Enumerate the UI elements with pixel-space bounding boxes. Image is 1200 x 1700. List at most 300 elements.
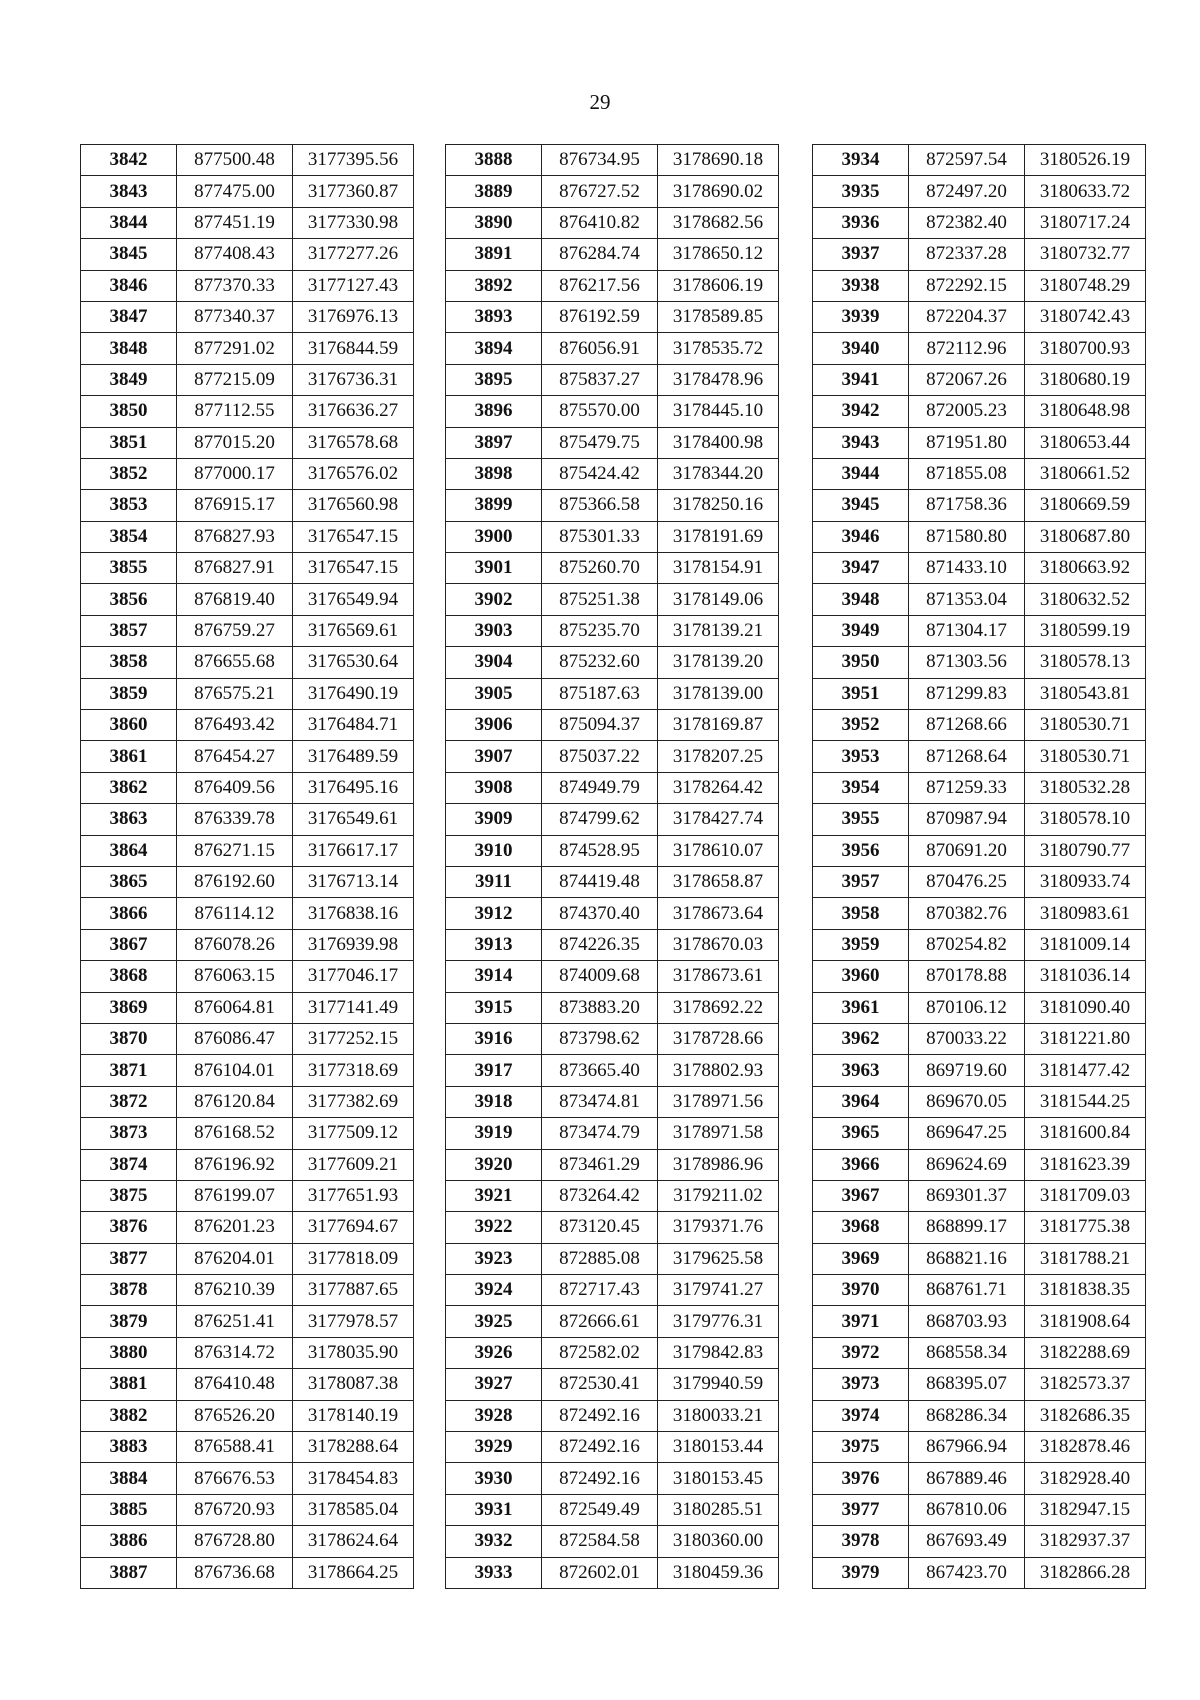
point-id-cell: 3956	[813, 835, 909, 866]
x-coordinate-cell: 873474.79	[542, 1118, 658, 1149]
x-coordinate-cell: 876819.40	[177, 584, 293, 615]
table-row	[813, 1432, 1146, 1463]
y-coordinate-cell: 3180578.13	[1025, 647, 1146, 678]
table-row	[813, 207, 1146, 238]
y-coordinate-cell: 3176976.13	[293, 301, 414, 332]
y-coordinate-cell: 3178589.85	[658, 301, 779, 332]
x-coordinate-cell: 877500.48	[177, 145, 293, 176]
table-row	[446, 678, 779, 709]
table-row	[81, 1243, 414, 1274]
point-id-cell: 3957	[813, 866, 909, 897]
point-id-cell: 3924	[446, 1275, 542, 1306]
y-coordinate-cell: 3178191.69	[658, 521, 779, 552]
x-coordinate-cell: 877291.02	[177, 333, 293, 364]
y-coordinate-cell: 3176484.71	[293, 710, 414, 741]
y-coordinate-cell: 3178664.25	[293, 1557, 414, 1588]
x-coordinate-cell: 876251.41	[177, 1306, 293, 1337]
y-coordinate-cell: 3178344.20	[658, 458, 779, 489]
x-coordinate-cell: 870254.82	[909, 929, 1025, 960]
y-coordinate-cell: 3178986.96	[658, 1149, 779, 1180]
x-coordinate-cell: 876727.52	[542, 176, 658, 207]
x-coordinate-cell: 871259.33	[909, 772, 1025, 803]
table-row	[81, 176, 414, 207]
point-id-cell: 3896	[446, 396, 542, 427]
y-coordinate-cell: 3182878.46	[1025, 1432, 1146, 1463]
x-coordinate-cell: 876409.56	[177, 772, 293, 803]
y-coordinate-cell: 3180748.29	[1025, 270, 1146, 301]
x-coordinate-cell: 872292.15	[909, 270, 1025, 301]
x-coordinate-cell: 870987.94	[909, 804, 1025, 835]
table-row	[81, 961, 414, 992]
y-coordinate-cell: 3176569.61	[293, 615, 414, 646]
y-coordinate-cell: 3180742.43	[1025, 301, 1146, 332]
y-coordinate-cell: 3180632.52	[1025, 584, 1146, 615]
table-row	[81, 1180, 414, 1211]
table-row	[81, 804, 414, 835]
x-coordinate-cell: 875094.37	[542, 710, 658, 741]
table-row	[813, 1023, 1146, 1054]
x-coordinate-cell: 875424.42	[542, 458, 658, 489]
x-coordinate-cell: 874419.48	[542, 866, 658, 897]
x-coordinate-cell: 875260.70	[542, 553, 658, 584]
x-coordinate-cell: 876063.15	[177, 961, 293, 992]
x-coordinate-cell: 876192.59	[542, 301, 658, 332]
y-coordinate-cell: 3182947.15	[1025, 1494, 1146, 1525]
table-row	[81, 1212, 414, 1243]
point-id-cell: 3972	[813, 1337, 909, 1368]
table-row	[81, 490, 414, 521]
table-row	[446, 427, 779, 458]
x-coordinate-cell: 871951.80	[909, 427, 1025, 458]
x-coordinate-cell: 876655.68	[177, 647, 293, 678]
point-id-cell: 3859	[81, 678, 177, 709]
x-coordinate-cell: 876064.81	[177, 992, 293, 1023]
coordinate-table-right	[812, 144, 1146, 1589]
point-id-cell: 3846	[81, 270, 177, 301]
point-id-cell: 3970	[813, 1275, 909, 1306]
table-row	[813, 521, 1146, 552]
y-coordinate-cell: 3178250.16	[658, 490, 779, 521]
table-row	[81, 772, 414, 803]
y-coordinate-cell: 3178139.21	[658, 615, 779, 646]
y-coordinate-cell: 3179371.76	[658, 1212, 779, 1243]
y-coordinate-cell: 3182288.69	[1025, 1337, 1146, 1368]
table-row	[813, 239, 1146, 270]
table-row	[813, 929, 1146, 960]
table-row	[813, 1463, 1146, 1494]
point-id-cell: 3898	[446, 458, 542, 489]
y-coordinate-cell: 3180153.44	[658, 1432, 779, 1463]
point-id-cell: 3973	[813, 1369, 909, 1400]
y-coordinate-cell: 3176560.98	[293, 490, 414, 521]
y-coordinate-cell: 3181600.84	[1025, 1118, 1146, 1149]
y-coordinate-cell: 3177330.98	[293, 207, 414, 238]
point-id-cell: 3944	[813, 458, 909, 489]
point-id-cell: 3919	[446, 1118, 542, 1149]
y-coordinate-cell: 3179211.02	[658, 1180, 779, 1211]
table-row	[446, 1306, 779, 1337]
x-coordinate-cell: 872067.26	[909, 364, 1025, 395]
y-coordinate-cell: 3178427.74	[658, 804, 779, 835]
x-coordinate-cell: 876204.01	[177, 1243, 293, 1274]
x-coordinate-cell: 872492.16	[542, 1463, 658, 1494]
table-row	[81, 1275, 414, 1306]
y-coordinate-cell: 3181908.64	[1025, 1306, 1146, 1337]
x-coordinate-cell: 874528.95	[542, 835, 658, 866]
y-coordinate-cell: 3178971.56	[658, 1086, 779, 1117]
point-id-cell: 3886	[81, 1526, 177, 1557]
x-coordinate-cell: 868286.34	[909, 1400, 1025, 1431]
x-coordinate-cell: 872602.01	[542, 1557, 658, 1588]
point-id-cell: 3852	[81, 458, 177, 489]
x-coordinate-cell: 872492.16	[542, 1400, 658, 1431]
y-coordinate-cell: 3176549.94	[293, 584, 414, 615]
y-coordinate-cell: 3178692.22	[658, 992, 779, 1023]
y-coordinate-cell: 3180360.00	[658, 1526, 779, 1557]
y-coordinate-cell: 3180153.45	[658, 1463, 779, 1494]
table-row	[813, 1337, 1146, 1368]
y-coordinate-cell: 3180648.98	[1025, 396, 1146, 427]
point-id-cell: 3959	[813, 929, 909, 960]
x-coordinate-cell: 876104.01	[177, 1055, 293, 1086]
x-coordinate-cell: 872584.58	[542, 1526, 658, 1557]
point-id-cell: 3947	[813, 553, 909, 584]
y-coordinate-cell: 3180983.61	[1025, 898, 1146, 929]
y-coordinate-cell: 3176547.15	[293, 521, 414, 552]
point-id-cell: 3862	[81, 772, 177, 803]
y-coordinate-cell: 3177978.57	[293, 1306, 414, 1337]
y-coordinate-cell: 3177382.69	[293, 1086, 414, 1117]
x-coordinate-cell: 871304.17	[909, 615, 1025, 646]
y-coordinate-cell: 3181709.03	[1025, 1180, 1146, 1211]
table-row	[813, 992, 1146, 1023]
y-coordinate-cell: 3178673.64	[658, 898, 779, 929]
x-coordinate-cell: 876676.53	[177, 1463, 293, 1494]
x-coordinate-cell: 867693.49	[909, 1526, 1025, 1557]
x-coordinate-cell: 868558.34	[909, 1337, 1025, 1368]
table-row	[81, 239, 414, 270]
table-row	[813, 1400, 1146, 1431]
x-coordinate-cell: 870691.20	[909, 835, 1025, 866]
y-coordinate-cell: 3181544.25	[1025, 1086, 1146, 1117]
point-id-cell: 3868	[81, 961, 177, 992]
table-row	[81, 615, 414, 646]
x-coordinate-cell: 867423.70	[909, 1557, 1025, 1588]
point-id-cell: 3842	[81, 145, 177, 176]
table-row	[813, 961, 1146, 992]
y-coordinate-cell: 3176576.02	[293, 458, 414, 489]
x-coordinate-cell: 872582.02	[542, 1337, 658, 1368]
table-row	[81, 1023, 414, 1054]
y-coordinate-cell: 3180285.51	[658, 1494, 779, 1525]
y-coordinate-cell: 3177127.43	[293, 270, 414, 301]
x-coordinate-cell: 876410.48	[177, 1369, 293, 1400]
x-coordinate-cell: 877112.55	[177, 396, 293, 427]
x-coordinate-cell: 876086.47	[177, 1023, 293, 1054]
point-id-cell: 3964	[813, 1086, 909, 1117]
point-id-cell: 3955	[813, 804, 909, 835]
table-row	[81, 1557, 414, 1588]
y-coordinate-cell: 3178535.72	[658, 333, 779, 364]
x-coordinate-cell: 876284.74	[542, 239, 658, 270]
table-row	[81, 866, 414, 897]
table-row	[446, 741, 779, 772]
table-row	[813, 898, 1146, 929]
point-id-cell: 3962	[813, 1023, 909, 1054]
y-coordinate-cell: 3177609.21	[293, 1149, 414, 1180]
x-coordinate-cell: 872666.61	[542, 1306, 658, 1337]
y-coordinate-cell: 3176530.64	[293, 647, 414, 678]
point-id-cell: 3935	[813, 176, 909, 207]
y-coordinate-cell: 3178149.06	[658, 584, 779, 615]
x-coordinate-cell: 876120.84	[177, 1086, 293, 1117]
point-id-cell: 3870	[81, 1023, 177, 1054]
x-coordinate-cell: 872597.54	[909, 145, 1025, 176]
y-coordinate-cell: 3176490.19	[293, 678, 414, 709]
table-row	[446, 1149, 779, 1180]
y-coordinate-cell: 3177651.93	[293, 1180, 414, 1211]
y-coordinate-cell: 3180530.71	[1025, 710, 1146, 741]
y-coordinate-cell: 3179940.59	[658, 1369, 779, 1400]
y-coordinate-cell: 3180933.74	[1025, 866, 1146, 897]
y-coordinate-cell: 3178728.66	[658, 1023, 779, 1054]
table-row	[446, 145, 779, 176]
point-id-cell: 3910	[446, 835, 542, 866]
x-coordinate-cell: 876759.27	[177, 615, 293, 646]
point-id-cell: 3915	[446, 992, 542, 1023]
table-row	[813, 1526, 1146, 1557]
table-row	[446, 584, 779, 615]
table-row	[813, 270, 1146, 301]
point-id-cell: 3976	[813, 1463, 909, 1494]
y-coordinate-cell: 3178971.58	[658, 1118, 779, 1149]
point-id-cell: 3863	[81, 804, 177, 835]
x-coordinate-cell: 876314.72	[177, 1337, 293, 1368]
point-id-cell: 3883	[81, 1432, 177, 1463]
table-row	[446, 1526, 779, 1557]
x-coordinate-cell: 871433.10	[909, 553, 1025, 584]
table-row	[813, 1118, 1146, 1149]
x-coordinate-cell: 869647.25	[909, 1118, 1025, 1149]
point-id-cell: 3858	[81, 647, 177, 678]
point-id-cell: 3884	[81, 1463, 177, 1494]
x-coordinate-cell: 876720.93	[177, 1494, 293, 1525]
x-coordinate-cell: 869719.60	[909, 1055, 1025, 1086]
x-coordinate-cell: 876526.20	[177, 1400, 293, 1431]
point-id-cell: 3967	[813, 1180, 909, 1211]
y-coordinate-cell: 3178670.03	[658, 929, 779, 960]
table-row	[446, 176, 779, 207]
y-coordinate-cell: 3179625.58	[658, 1243, 779, 1274]
table-row	[81, 396, 414, 427]
y-coordinate-cell: 3178690.18	[658, 145, 779, 176]
coordinate-table-left	[80, 144, 414, 1589]
x-coordinate-cell: 876201.23	[177, 1212, 293, 1243]
x-coordinate-cell: 873883.20	[542, 992, 658, 1023]
table-row	[446, 1243, 779, 1274]
x-coordinate-cell: 874370.40	[542, 898, 658, 929]
table-row	[813, 1086, 1146, 1117]
x-coordinate-cell: 869624.69	[909, 1149, 1025, 1180]
x-coordinate-cell: 870033.22	[909, 1023, 1025, 1054]
y-coordinate-cell: 3178035.90	[293, 1337, 414, 1368]
y-coordinate-cell: 3177141.49	[293, 992, 414, 1023]
x-coordinate-cell: 876734.95	[542, 145, 658, 176]
y-coordinate-cell: 3180663.92	[1025, 553, 1146, 584]
table-row	[81, 1118, 414, 1149]
x-coordinate-cell: 876199.07	[177, 1180, 293, 1211]
table-row	[446, 1212, 779, 1243]
y-coordinate-cell: 3179776.31	[658, 1306, 779, 1337]
point-id-cell: 3952	[813, 710, 909, 741]
x-coordinate-cell: 876192.60	[177, 866, 293, 897]
table-row	[446, 1557, 779, 1588]
x-coordinate-cell: 875037.22	[542, 741, 658, 772]
point-id-cell: 3922	[446, 1212, 542, 1243]
table-row	[813, 1243, 1146, 1274]
x-coordinate-cell: 874226.35	[542, 929, 658, 960]
y-coordinate-cell: 3177360.87	[293, 176, 414, 207]
x-coordinate-cell: 871303.56	[909, 647, 1025, 678]
point-id-cell: 3894	[446, 333, 542, 364]
y-coordinate-cell: 3177318.69	[293, 1055, 414, 1086]
point-id-cell: 3977	[813, 1494, 909, 1525]
point-id-cell: 3929	[446, 1432, 542, 1463]
point-id-cell: 3927	[446, 1369, 542, 1400]
y-coordinate-cell: 3176549.61	[293, 804, 414, 835]
point-id-cell: 3890	[446, 207, 542, 238]
y-coordinate-cell: 3177046.17	[293, 961, 414, 992]
point-id-cell: 3895	[446, 364, 542, 395]
table-row	[813, 1494, 1146, 1525]
x-coordinate-cell: 875235.70	[542, 615, 658, 646]
x-coordinate-cell: 871758.36	[909, 490, 1025, 521]
table-row	[813, 710, 1146, 741]
y-coordinate-cell: 3178140.19	[293, 1400, 414, 1431]
table-row	[446, 1432, 779, 1463]
table-row	[813, 145, 1146, 176]
y-coordinate-cell: 3178400.98	[658, 427, 779, 458]
point-id-cell: 3928	[446, 1400, 542, 1431]
point-id-cell: 3921	[446, 1180, 542, 1211]
point-id-cell: 3876	[81, 1212, 177, 1243]
point-id-cell: 3963	[813, 1055, 909, 1086]
point-id-cell: 3882	[81, 1400, 177, 1431]
x-coordinate-cell: 876728.80	[177, 1526, 293, 1557]
table-row	[813, 866, 1146, 897]
point-id-cell: 3914	[446, 961, 542, 992]
table-row	[446, 992, 779, 1023]
x-coordinate-cell: 868899.17	[909, 1212, 1025, 1243]
y-coordinate-cell: 3181623.39	[1025, 1149, 1146, 1180]
y-coordinate-cell: 3180543.81	[1025, 678, 1146, 709]
table-row	[81, 647, 414, 678]
point-id-cell: 3857	[81, 615, 177, 646]
point-id-cell: 3874	[81, 1149, 177, 1180]
x-coordinate-cell: 869301.37	[909, 1180, 1025, 1211]
x-coordinate-cell: 876493.42	[177, 710, 293, 741]
point-id-cell: 3847	[81, 301, 177, 332]
y-coordinate-cell: 3180599.19	[1025, 615, 1146, 646]
x-coordinate-cell: 876056.91	[542, 333, 658, 364]
table-row	[813, 1275, 1146, 1306]
x-coordinate-cell: 872530.41	[542, 1369, 658, 1400]
point-id-cell: 3875	[81, 1180, 177, 1211]
table-row	[446, 1463, 779, 1494]
y-coordinate-cell: 3176713.14	[293, 866, 414, 897]
x-coordinate-cell: 868395.07	[909, 1369, 1025, 1400]
y-coordinate-cell: 3180687.80	[1025, 521, 1146, 552]
x-coordinate-cell: 876588.41	[177, 1432, 293, 1463]
point-id-cell: 3881	[81, 1369, 177, 1400]
table-row	[81, 207, 414, 238]
table-row	[446, 1337, 779, 1368]
point-id-cell: 3856	[81, 584, 177, 615]
table-row	[813, 647, 1146, 678]
point-id-cell: 3961	[813, 992, 909, 1023]
y-coordinate-cell: 3179842.83	[658, 1337, 779, 1368]
x-coordinate-cell: 871299.83	[909, 678, 1025, 709]
point-id-cell: 3968	[813, 1212, 909, 1243]
table-row	[446, 553, 779, 584]
point-id-cell: 3903	[446, 615, 542, 646]
table-row	[813, 1055, 1146, 1086]
y-coordinate-cell: 3177277.26	[293, 239, 414, 270]
x-coordinate-cell: 867966.94	[909, 1432, 1025, 1463]
table-row	[446, 333, 779, 364]
point-id-cell: 3958	[813, 898, 909, 929]
point-id-cell: 3848	[81, 333, 177, 364]
table-row	[813, 1369, 1146, 1400]
y-coordinate-cell: 3178650.12	[658, 239, 779, 270]
point-id-cell: 3907	[446, 741, 542, 772]
point-id-cell: 3897	[446, 427, 542, 458]
y-coordinate-cell: 3180578.10	[1025, 804, 1146, 835]
table-row	[81, 521, 414, 552]
table-row	[813, 772, 1146, 803]
y-coordinate-cell: 3177395.56	[293, 145, 414, 176]
x-coordinate-cell: 870106.12	[909, 992, 1025, 1023]
point-id-cell: 3950	[813, 647, 909, 678]
y-coordinate-cell: 3182686.35	[1025, 1400, 1146, 1431]
y-coordinate-cell: 3178139.00	[658, 678, 779, 709]
table-row	[446, 1369, 779, 1400]
x-coordinate-cell: 875837.27	[542, 364, 658, 395]
x-coordinate-cell: 867889.46	[909, 1463, 1025, 1494]
table-row	[813, 396, 1146, 427]
point-id-cell: 3920	[446, 1149, 542, 1180]
point-id-cell: 3931	[446, 1494, 542, 1525]
x-coordinate-cell: 877340.37	[177, 301, 293, 332]
table-row	[446, 898, 779, 929]
x-coordinate-cell: 873264.42	[542, 1180, 658, 1211]
x-coordinate-cell: 873120.45	[542, 1212, 658, 1243]
y-coordinate-cell: 3180532.28	[1025, 772, 1146, 803]
table-row	[81, 1400, 414, 1431]
point-id-cell: 3872	[81, 1086, 177, 1117]
table-row	[446, 835, 779, 866]
y-coordinate-cell: 3182928.40	[1025, 1463, 1146, 1494]
y-coordinate-cell: 3178454.83	[293, 1463, 414, 1494]
point-id-cell: 3861	[81, 741, 177, 772]
table-row	[446, 1055, 779, 1086]
y-coordinate-cell: 3180700.93	[1025, 333, 1146, 364]
table-row	[81, 270, 414, 301]
point-id-cell: 3938	[813, 270, 909, 301]
point-id-cell: 3948	[813, 584, 909, 615]
point-id-cell: 3851	[81, 427, 177, 458]
point-id-cell: 3887	[81, 1557, 177, 1588]
